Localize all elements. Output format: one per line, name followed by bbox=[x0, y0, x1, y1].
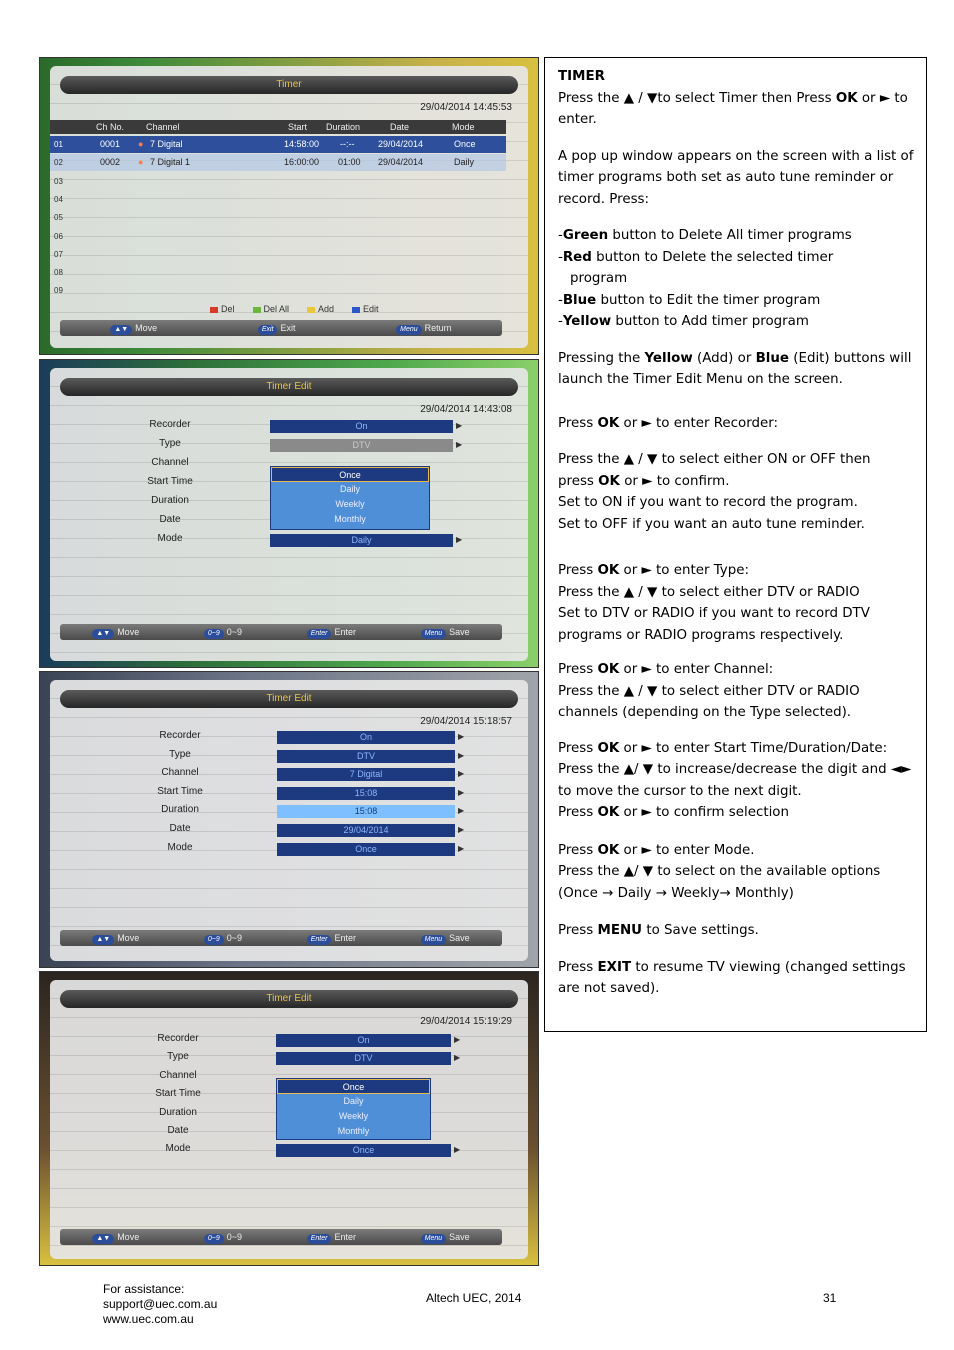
channel-value: 7 Digital bbox=[277, 768, 455, 781]
right-arrow-icon: ▶ bbox=[456, 535, 463, 544]
type-value: DTV bbox=[276, 1052, 451, 1065]
timer-edit-screenshot-1: Timer Edit 29/04/2014 14:43:08 Recorder Type Channel Start Time Duration Date Mode On DTV Daily Once Daily Weekly Monthly ▶ ▶ ▶ ▲▼ Move 0~9 0~9 Enter Enter Menu Save bbox=[39, 359, 539, 668]
instruction-paragraph: Press EXIT to resume TV viewing (changed settings are not saved). bbox=[558, 959, 906, 996]
type-value: DTV bbox=[270, 439, 453, 452]
popup-option: Once bbox=[277, 1079, 430, 1094]
date-value: 29/04/2014 bbox=[277, 824, 455, 837]
recorder-value: On bbox=[270, 420, 453, 433]
timer-edit-screenshot-2: Timer Edit 29/04/2014 15:18:57 Recorder Type Channel Start Time Duration Date Mode On DTV 7 Digital 15:08 15:08 29/04/2014 Once ▶ ▶ ▶ ▶ ▶ ▶ ▶ ▲▼ Move 0~9 0~9 Enter Enter Menu Save bbox=[39, 671, 539, 968]
copyright-text: Altech UEC, 2014 bbox=[426, 1291, 522, 1305]
right-arrow-icon: ▶ bbox=[458, 844, 465, 853]
table-row: 01 0001 ● 7 Digital 14:58:00 --:-- 29/04/2014 Once bbox=[50, 136, 506, 153]
recorder-value: On bbox=[277, 731, 455, 744]
mode-value: Once bbox=[277, 843, 455, 856]
mode-value: Daily bbox=[270, 534, 453, 547]
support-email-link[interactable]: support@uec.com.au bbox=[103, 1297, 218, 1311]
tv-clock: 29/04/2014 15:19:29 bbox=[420, 1016, 512, 1027]
list-item: -Blue button to Edit the timer program bbox=[558, 292, 821, 308]
right-arrow-icon: ▶ bbox=[454, 1145, 461, 1154]
table-row: 09 bbox=[54, 286, 63, 295]
type-value: DTV bbox=[277, 750, 455, 763]
mode-value: Once bbox=[276, 1144, 451, 1157]
timer-table-header bbox=[50, 120, 506, 134]
instruction-paragraph: Press MENU to Save settings. bbox=[558, 923, 759, 938]
tv-footer-bar: ▲▼ Move Exit Exit Menu Return bbox=[60, 320, 502, 336]
legend-del-all: Del All bbox=[253, 304, 290, 314]
website-link[interactable]: www.uec.com.au bbox=[103, 1312, 194, 1326]
popup-option: Weekly bbox=[335, 499, 365, 509]
list-item: program bbox=[570, 271, 628, 286]
list-item: -Green button to Delete All timer programs bbox=[558, 228, 852, 243]
instruction-paragraph: Press OK or ► to enter Recorder: bbox=[558, 415, 778, 431]
recorder-value: On bbox=[276, 1034, 451, 1047]
instruction-paragraph: A pop up window appears on the screen with a list of timer programs both set as auto tune reminder or record. Press: bbox=[558, 148, 914, 207]
tv-footer-bar: ▲▼ Move 0~9 0~9 Enter Enter Menu Save bbox=[60, 624, 502, 640]
right-arrow-icon: ▶ bbox=[458, 732, 465, 741]
right-arrow-icon: ▶ bbox=[456, 421, 463, 430]
mode-popup bbox=[276, 1078, 431, 1140]
green-key-icon bbox=[253, 307, 261, 313]
assistance-contact: For assistance: support@uec.com.au www.uec.com.au bbox=[103, 1282, 218, 1326]
right-arrow-icon: ▶ bbox=[458, 806, 465, 815]
tv-footer-bar: ▲▼ Move 0~9 0~9 Enter Enter Menu Save bbox=[60, 930, 502, 946]
yellow-key-icon bbox=[307, 307, 315, 313]
timer-list-screenshot bbox=[39, 57, 539, 355]
page-number: 31 bbox=[823, 1291, 837, 1305]
popup-option: Monthly bbox=[334, 514, 366, 524]
tv-footer-bar: ▲▼ Move 0~9 0~9 Enter Enter Menu Save bbox=[60, 1229, 502, 1245]
tv-menu-title: Timer Edit bbox=[60, 378, 518, 396]
color-key-legend bbox=[210, 304, 379, 314]
instructions-box bbox=[544, 57, 927, 1032]
right-arrow-icon: ▶ bbox=[454, 1053, 461, 1062]
instruction-paragraph: Press the ▲ / ▼ to select either ON or OFF then press OK or ► to confirm. Set to ON if you want to record the program. Set to OFF if you want an auto tune reminder. bbox=[558, 452, 871, 532]
instruction-paragraph: Press OK or ► to enter Type: Press the ▲ / ▼ to select either DTV or RADIO Set to DTV or RADIO if you want to record DTV programs or RADIO programs respectively. bbox=[558, 563, 870, 643]
right-arrow-icon: ▶ bbox=[456, 440, 463, 449]
tv-clock: 29/04/2014 15:18:57 bbox=[420, 716, 512, 727]
section-heading: TIMER bbox=[558, 69, 605, 84]
popup-option: Weekly bbox=[338, 1111, 369, 1121]
instruction-paragraph: Press OK or ► to enter Mode. Press the ▲/ ▼ to select on the available options (Once → Daily → Weekly→ Monthly) bbox=[558, 842, 881, 901]
table-row: 05 bbox=[54, 213, 63, 222]
right-arrow-icon: ▶ bbox=[458, 825, 465, 834]
table-row: 04 bbox=[54, 195, 63, 204]
table-row: 07 bbox=[54, 250, 63, 259]
mode-popup bbox=[270, 466, 430, 530]
legend-del: Del bbox=[210, 304, 235, 314]
table-row: 06 bbox=[54, 232, 63, 241]
col-date: Date bbox=[390, 122, 410, 132]
instruction-paragraph: Press the ▲ / ▼to select Timer then Press OK or ► to enter. bbox=[558, 90, 908, 127]
popup-option: Once bbox=[271, 467, 429, 482]
start-time-value: 15:08 bbox=[277, 787, 455, 800]
record-icon: ● bbox=[138, 157, 144, 167]
timer-edit-screenshot-3: Timer Edit 29/04/2014 15:19:29 Recorder Type Channel Start Time Duration Date Mode On DTV Once Once Daily Weekly Monthly ▶ ▶ ▶ ▲▼ Move 0~9 0~9 Enter Enter Menu Save bbox=[39, 971, 539, 1266]
button-list bbox=[558, 225, 914, 333]
popup-option: Daily bbox=[339, 484, 360, 494]
right-arrow-icon: ▶ bbox=[454, 1035, 461, 1044]
tv-menu-title: Timer Edit bbox=[60, 990, 518, 1008]
red-key-icon bbox=[210, 307, 218, 313]
tv-menu-title: Timer Edit bbox=[60, 690, 518, 708]
legend-add: Add bbox=[307, 304, 334, 314]
tv-clock: 29/04/2014 14:43:08 bbox=[420, 404, 512, 415]
col-duration: Duration bbox=[326, 122, 361, 132]
table-row: 02 0002 ● 7 Digital 1 16:00:00 01:00 29/04/2014 Daily bbox=[50, 154, 506, 171]
tv-menu-title: Timer bbox=[60, 76, 518, 94]
col-channel: Channel bbox=[146, 122, 180, 132]
list-item: -Red button to Delete the selected timer bbox=[558, 249, 834, 265]
tv-clock: 29/04/2014 14:45:53 bbox=[420, 102, 512, 113]
instruction-paragraph: Press OK or ► to enter Start Time/Duration/Date: Press the ▲/ ▼ to increase/decrease the digit and ◄► to move the cursor to the next digit. Press OK or ► to confirm selection bbox=[558, 740, 912, 820]
col-chno: Ch No. bbox=[96, 122, 125, 132]
blue-key-icon bbox=[352, 307, 360, 313]
instruction-paragraph: Pressing the Yellow (Add) or Blue (Edit) buttons will launch the Timer Edit Menu on the screen. bbox=[558, 350, 912, 387]
table-row: 08 bbox=[54, 268, 63, 277]
popup-option: Daily bbox=[343, 1096, 364, 1106]
col-start: Start bbox=[288, 122, 308, 132]
table-row: 03 bbox=[54, 177, 63, 186]
legend-edit: Edit bbox=[352, 304, 379, 314]
duration-value: 15:08 bbox=[277, 805, 455, 818]
instruction-paragraph: Press OK or ► to enter Channel: Press the ▲ / ▼ to select either DTV or RADIO channels (depending on the Type selected). bbox=[558, 662, 860, 720]
right-arrow-icon: ▶ bbox=[458, 751, 465, 760]
popup-option: Monthly bbox=[337, 1126, 370, 1136]
right-arrow-icon: ▶ bbox=[458, 769, 465, 778]
list-item: -Yellow button to Add timer program bbox=[558, 314, 809, 329]
right-arrow-icon: ▶ bbox=[458, 788, 465, 797]
col-mode: Mode bbox=[452, 122, 475, 132]
record-icon: ● bbox=[138, 139, 144, 149]
